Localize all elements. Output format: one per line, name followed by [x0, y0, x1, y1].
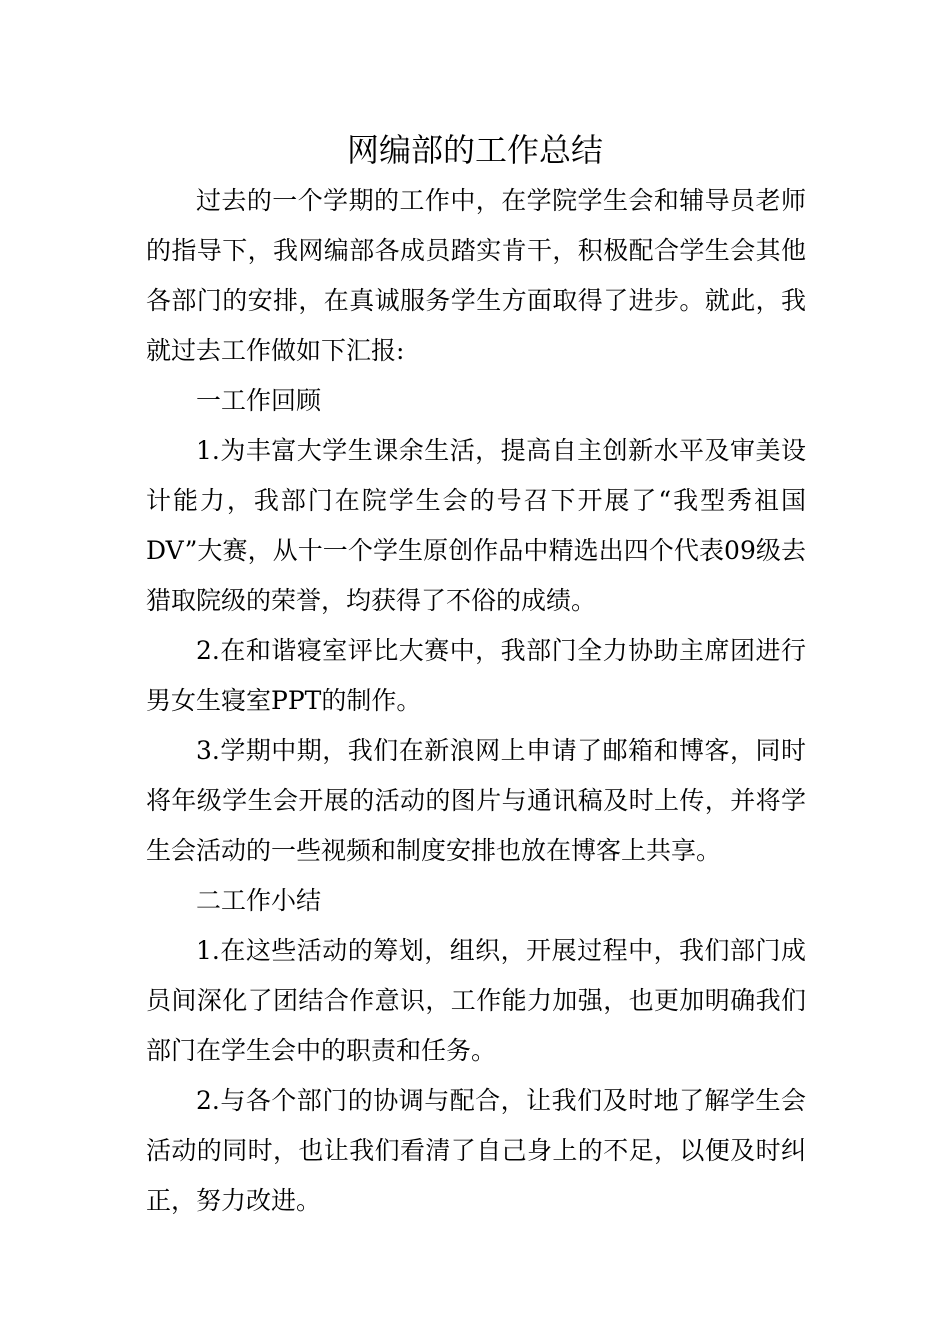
- paragraph-intro: 过去的一个学期的工作中，在学院学生会和辅导员老师的指导下，我网编部各成员踏实肯干，积极配合学生会其他各部门的安排，在真诚服务学生方面取得了进步。就此，我就过去工作做如下汇报:: [146, 186, 806, 365]
- section-heading-review: 一工作回顾: [196, 386, 322, 415]
- paragraph-review-2: 2.在和谐寝室评比大赛中，我部门全力协助主席团进行男女生寝室PPT的制作。: [146, 636, 806, 715]
- paragraph-review-3: 3.学期中期，我们在新浪网上申请了邮箱和博客，同时将年级学生会开展的活动的图片与通讯稿及时上传，并将学生会活动的一些视频和制度安排也放在博客上共享。: [146, 736, 806, 865]
- section-heading-summary: 二工作小结: [196, 886, 322, 915]
- document-body: [146, 176, 806, 1226]
- paragraph-review-1: 1.为丰富大学生课余生活，提高自主创新水平及审美设计能力，我部门在院学生会的号召下开展了“我型秀祖国DV”大赛，从十一个学生原创作品中精选出四个代表09级去猎取院级的荣誉，均获得了不俗的成绩。: [146, 436, 806, 615]
- paragraph-summary-2: 2.与各个部门的协调与配合，让我们及时地了解学生会活动的同时，也让我们看清了自己身上的不足，以便及时纠正，努力改进。: [146, 1086, 806, 1215]
- document-title: 网编部的工作总结: [346, 131, 603, 169]
- paragraph-summary-1: 1.在这些活动的筹划，组织，开展过程中，我们部门成员间深化了团结合作意识，工作能力加强，也更加明确我们部门在学生会中的职责和任务。: [146, 936, 806, 1065]
